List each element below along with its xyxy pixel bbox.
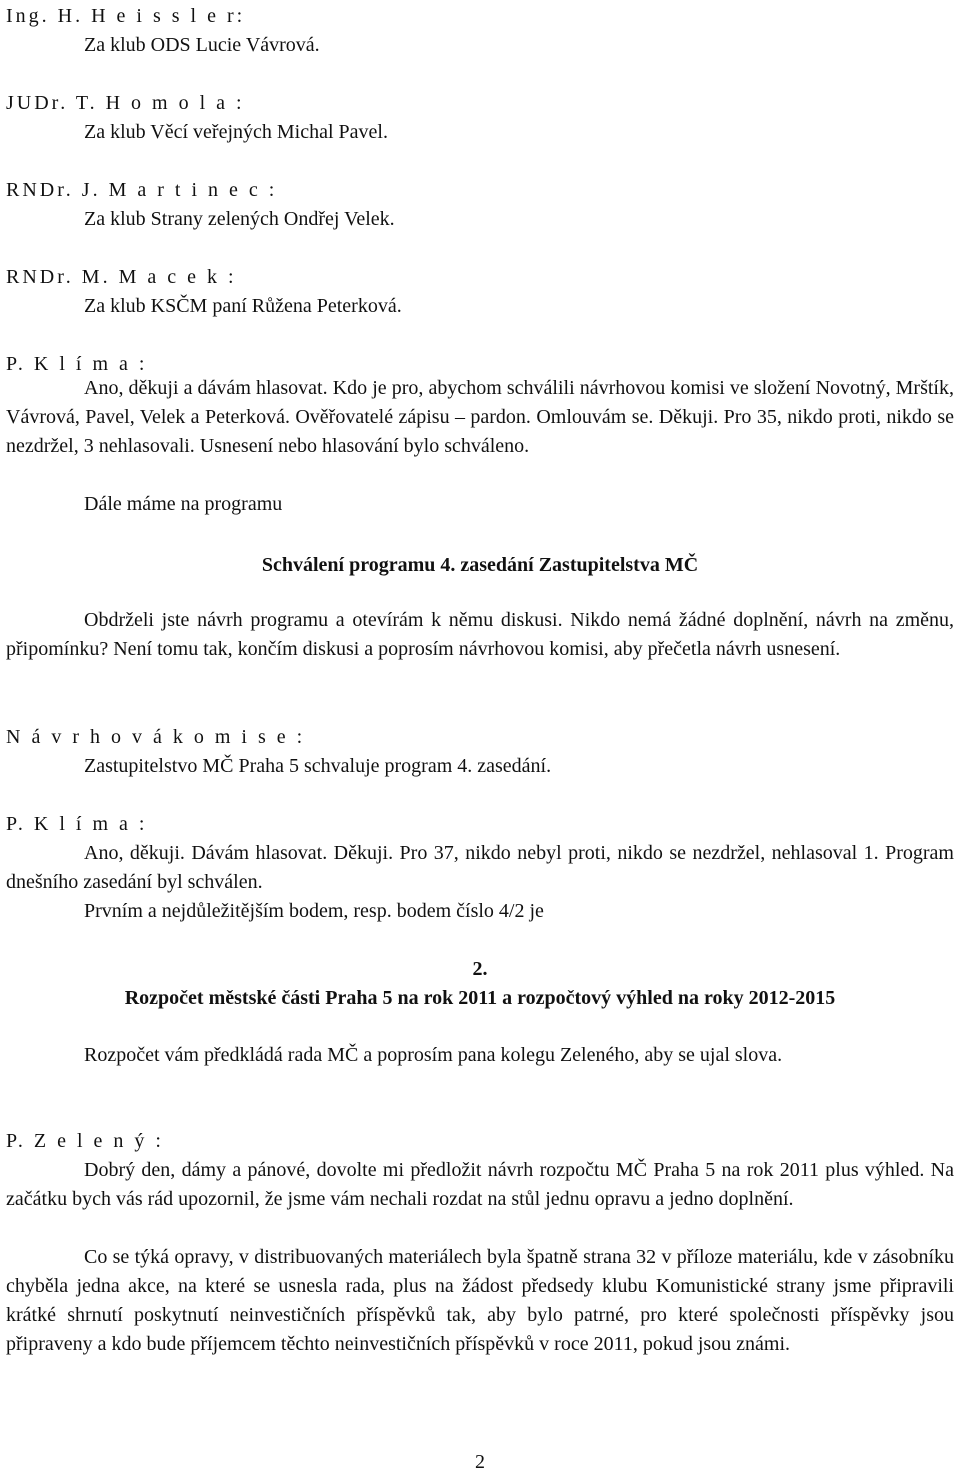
speaker-zeleny: P. Z e l e n ý : xyxy=(6,1130,164,1152)
section-heading-budget: Rozpočet městské části Praha 5 na rok 2011 a rozpočtový výhled na roky 2012-2015 xyxy=(124,987,836,1009)
speaker-homola: JUDr. T. H o m o l a : xyxy=(6,92,245,114)
speaker-navrhova-komise: N á v r h o v á k o m i s e : xyxy=(6,726,306,748)
speaker-macek: RNDr. M. M a c e k : xyxy=(6,266,237,288)
section-number: 2. xyxy=(472,958,488,980)
speaker-martinec: RNDr. J. M a r t i n e c : xyxy=(6,179,278,201)
page-number: 2 xyxy=(475,1451,485,1473)
speaker-heissler: Ing. H. H e i s s l e r: xyxy=(6,5,246,27)
document-page xyxy=(6,0,954,1480)
paragraph-zeleny-2: Co se týká opravy, v distribuovaných materiálech byla špatně strana 32 v příloze materiálu, kde v zásobníku chyběla jedna akce, na které se usnesla rada, plus na žádost předsedy klubu Komunistické strany jsme připravili krátké shrnutí poskytnutí neinvestičních příspěvků tak, aby bylo patrné, pro které společnosti příspěvky jsou připraveny a kdo bude příjemcem těchto neinvestičních příspěvků v roce 2011, pokud jsou známi. xyxy=(6,1246,954,1355)
statement-martinec: Za klub Strany zelených Ondřej Velek. xyxy=(84,208,395,230)
paragraph-budget-intro: Rozpočet vám předkládá rada MČ a poprosím pana kolegu Zeleného, aby se ujal slova. xyxy=(84,1044,783,1066)
paragraph-klima-1: Ano, děkuji a dávám hlasovat. Kdo je pro, abychom schválili návrhovou komisi ve složení Novotný, Mrštík, Vávrová, Pavel, Velek a Peterková. Ověřovatelé zápisu – pardon. Omlouvám se. Děkuji. Pro 35, nikdo proti, nikdo se nezdržel, 3 nehlasovali. Usnesení nebo hlasování bylo schváleno. xyxy=(6,377,954,457)
paragraph-zeleny-1: Dobrý den, dámy a pánové, dovolte mi předložit návrh rozpočtu MČ Praha 5 na rok 2011 plus výhled. Na začátku bych vás rád upozornil, že jsme vám nechali rozdat na stůl jednu opravu a jedno doplnění. xyxy=(6,1159,954,1210)
paragraph-program: Obdrželi jste návrh programu a otevírám k němu diskusi. Nikdo nemá žádné doplnění, návrh na změnu, připomínku? Není tomu tak, končím diskusi a poprosím návrhovou komisi, aby přečetla návrh usnesení. xyxy=(6,609,954,660)
paragraph-klima-1-next: Dále máme na programu xyxy=(84,493,283,515)
statement-homola: Za klub Věcí veřejných Michal Pavel. xyxy=(84,121,388,143)
speaker-klima-1: P. K l í m a : xyxy=(6,353,148,375)
paragraph-klima-2-next: Prvním a nejdůležitějším bodem, resp. bodem číslo 4/2 je xyxy=(84,900,544,922)
statement-navrhova-komise: Zastupitelstvo MČ Praha 5 schvaluje program 4. zasedání. xyxy=(84,755,552,777)
statement-heissler: Za klub ODS Lucie Vávrová. xyxy=(84,34,320,56)
speaker-klima-2: P. K l í m a : xyxy=(6,813,148,835)
section-heading-program: Schválení programu 4. zasedání Zastupitelstva MČ xyxy=(261,554,699,576)
statement-macek: Za klub KSČM paní Růžena Peterková. xyxy=(84,295,402,317)
paragraph-klima-2: Ano, děkuji. Dávám hlasovat. Děkuji. Pro 37, nikdo nebyl proti, nikdo se nezdržel, nehlasoval 1. Program dnešního zasedání byl schválen. xyxy=(6,842,954,893)
